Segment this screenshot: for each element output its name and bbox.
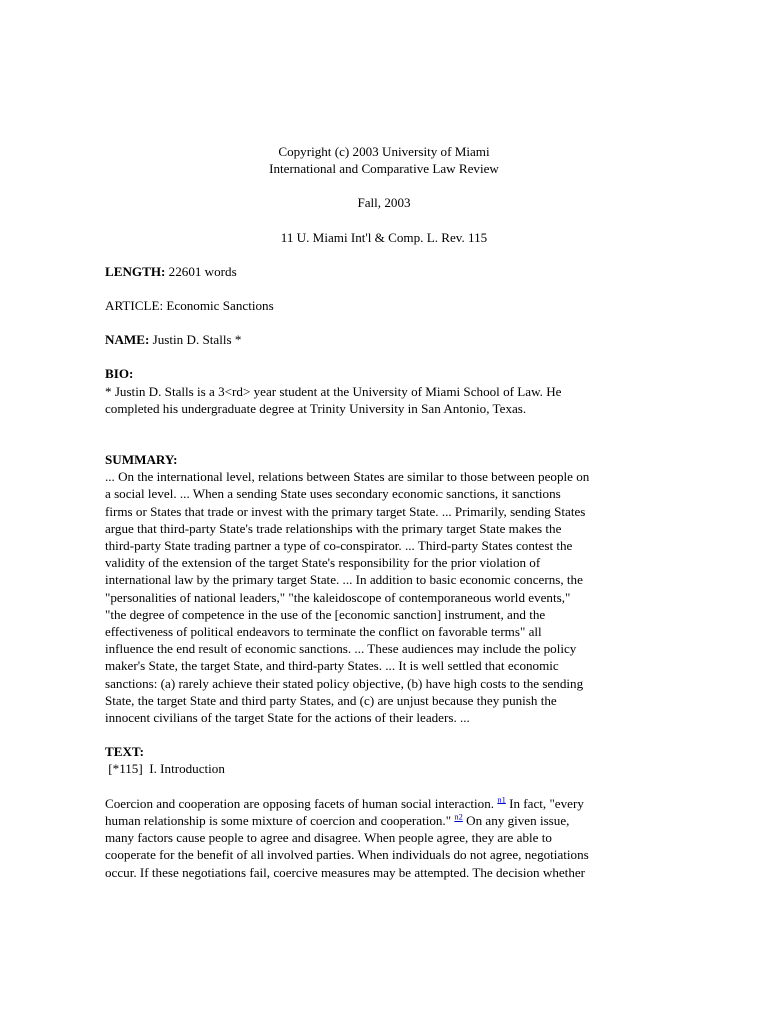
section-title: I. Introduction <box>149 761 225 777</box>
summary-line: firms or States that trade or invest with the primary target State. ... Primarily, sending States <box>105 503 586 519</box>
length-label: LENGTH: <box>105 263 166 279</box>
document-page <box>105 143 665 881</box>
footnote-link-n2[interactable]: n2 <box>454 811 463 822</box>
summary-line: third-party State trading partner a type of co-conspirator. ... Third-party States contest the <box>105 538 573 554</box>
summary-line: "personalities of national leaders," "the kaleidoscope of contemporaneous world events," <box>105 589 571 605</box>
copyright-line: Copyright (c) 2003 University of Miami <box>278 144 490 159</box>
summary-line: validity of the extension of the target State's responsibility for the prior violation of <box>105 555 541 571</box>
body-line: cooperate for the benefit of all involved parties. When individuals do not agree, negotiations <box>105 847 589 863</box>
body-line <box>105 795 665 812</box>
footnote-link-n1[interactable]: n1 <box>497 794 506 805</box>
body-text: On any given issue, <box>466 812 570 828</box>
length-field <box>105 263 665 280</box>
summary-line: effectiveness of political endeavors to terminate the conflict on favorable terms" all <box>105 624 542 640</box>
length-value: 22601 words <box>168 263 237 279</box>
bio-line: completed his undergraduate degree at Trinity University in San Antonio, Texas. <box>105 400 527 416</box>
name-field <box>105 331 665 348</box>
summary-line: State, the target State and third party States, and (c) are unjust because they punish the <box>105 692 557 708</box>
bio-section <box>105 365 665 417</box>
summary-line: influence the end result of economic sanctions. ... These audiences may include the policy <box>105 641 577 657</box>
section-heading <box>105 760 665 777</box>
name-label: NAME: <box>105 332 150 348</box>
article-field: ARTICLE: Economic Sanctions <box>105 298 274 314</box>
journal-title: International and Comparative Law Review <box>269 161 499 177</box>
summary-line: a social level. ... When a sending State uses secondary economic sanctions, it sanctions <box>105 486 561 502</box>
summary-label: SUMMARY: <box>105 452 178 468</box>
author-name: Justin D. Stalls * <box>152 332 242 348</box>
text-label: TEXT: <box>105 744 145 760</box>
body-line: many factors cause people to agree and disagree. When people agree, they are able to <box>105 830 552 846</box>
summary-section <box>105 451 665 726</box>
summary-line: argue that third-party State's trade relationships with the primary target State makes the <box>105 520 562 536</box>
summary-line: ... On the international level, relations between States are similar to those between people on <box>105 469 590 485</box>
text-section <box>105 743 665 880</box>
bio-label: BIO: <box>105 366 134 382</box>
body-text: In fact, "every <box>509 795 584 811</box>
body-line: occur. If these negotiations fail, coercive measures may be attempted. The decision whether <box>105 864 586 880</box>
summary-line: innocent civilians of the target State for the actions of their leaders. ... <box>105 710 470 726</box>
body-text: Coercion and cooperation are opposing facets of human social interaction. <box>105 795 495 811</box>
citation: 11 U. Miami Int'l & Comp. L. Rev. 115 <box>280 229 488 245</box>
body-text: human relationship is some mixture of coercion and cooperation." <box>105 812 452 828</box>
summary-line: "the degree of competence in the use of the [economic sanction] instrument, and the <box>105 606 546 622</box>
body-line <box>105 812 665 829</box>
document-header <box>105 143 663 246</box>
bio-line: * Justin D. Stalls is a 3<rd> year student at the University of Miami School of Law. He <box>105 383 562 399</box>
summary-line: international law by the primary target State. ... In addition to basic economic concerns, the <box>105 572 583 588</box>
summary-line: maker's State, the target State, and third-party States. ... It is well settled that economic <box>105 658 559 674</box>
page-marker: [*115] <box>108 761 143 777</box>
summary-line: sanctions: (a) rarely achieve their stated policy objective, (b) have high costs to the sending <box>105 675 584 691</box>
issue-date: Fall, 2003 <box>357 195 411 211</box>
